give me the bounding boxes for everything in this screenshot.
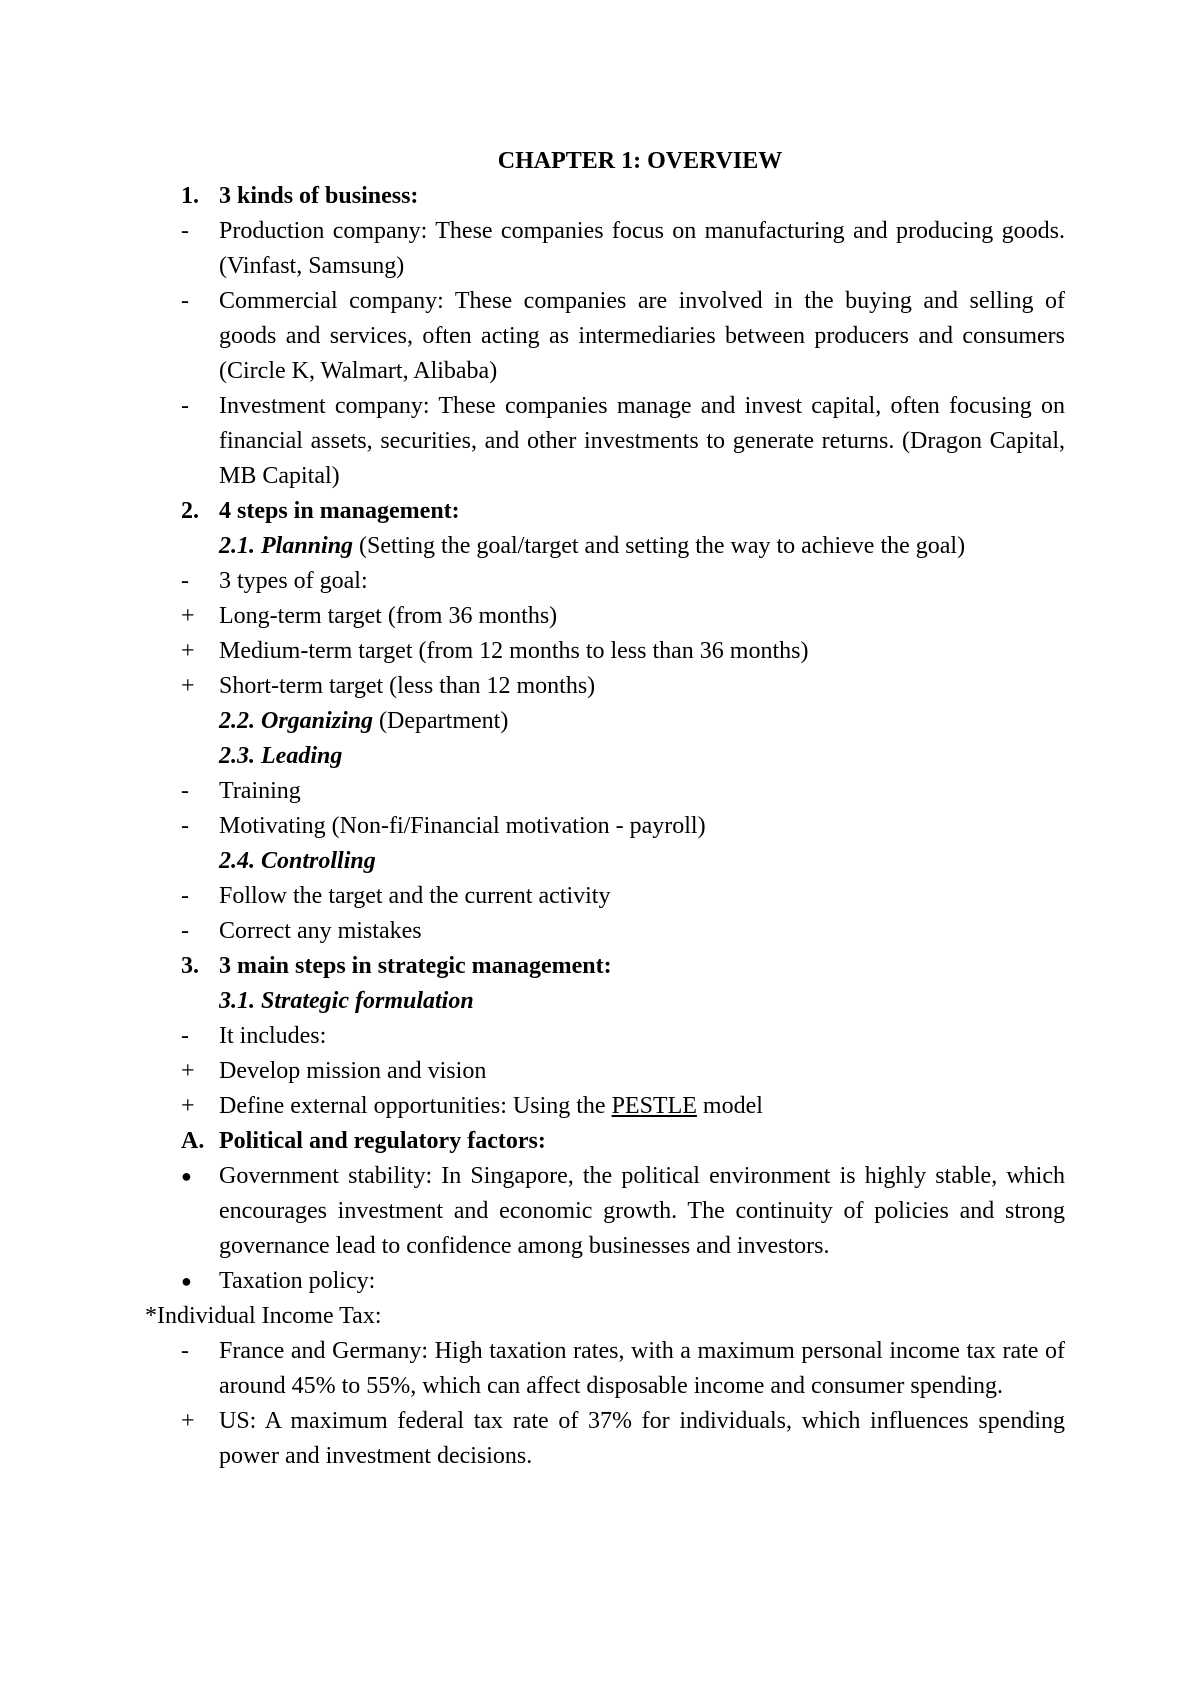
subsection-description: (Department) [373,708,509,734]
section-heading-text: 3 kinds of business: [219,183,419,209]
list-marker: - [181,393,189,419]
list-item [145,1334,1065,1404]
list-item [145,1019,1065,1054]
section-1-heading [145,179,1065,214]
list-item [145,389,1065,494]
list-marker: + [181,1093,195,1119]
list-item-text: Investment company: These companies manage and invest capital, often focusing on financial assets, securities, and other investments to generate returns. (Dragon Capital, MB Capital) [219,393,1065,489]
list-item [145,1089,1065,1124]
list-item-text: France and Germany: High taxation rates, with a maximum personal income tax rate of around 45% to 55%, which can affect disposable income and consumer spending. [219,1338,1065,1399]
list-marker: + [181,1408,195,1434]
list-item [145,669,1065,704]
list-marker: + [181,638,195,664]
list-item [145,809,1065,844]
list-item-text: US: A maximum federal tax rate of 37% for individuals, which influences spending power and investment decisions. [219,1408,1065,1469]
bullet-icon: ● [181,1271,192,1291]
subsection-2-1 [145,529,1065,564]
list-item-text: Commercial company: These companies are involved in the buying and selling of goods and services, often acting as intermediaries between producers and consumers (Circle K, Walmart, Alibaba) [219,288,1065,384]
section-a-heading [145,1124,1065,1159]
tax-heading: *Individual Income Tax: [145,1303,382,1329]
pestle-text-before: Define external opportunities: Using the [219,1093,612,1119]
list-marker: - [181,218,189,244]
list-item-text: 3 types of goal: [219,568,368,594]
list-item [145,599,1065,634]
list-item [145,634,1065,669]
list-item-text: Short-term target (less than 12 months) [219,673,596,699]
subsection-label: 2.4. Controlling [219,848,376,874]
list-item-text: Motivating (Non-fi/Financial motivation - payroll) [219,813,706,839]
list-marker: + [181,673,195,699]
subsection-2-2 [145,704,1065,739]
list-item-text: Medium-term target (from 12 months to less than 36 months) [219,638,809,664]
list-item-text: Follow the target and the current activity [219,883,611,909]
list-marker: + [181,603,195,629]
list-item [145,774,1065,809]
section-number: A. [181,1128,205,1154]
subsection-description: (Setting the goal/target and setting the way to achieve the goal) [353,533,966,559]
bullet-icon: ● [181,1166,192,1186]
list-item [145,284,1065,389]
section-number: 1. [181,183,199,209]
section-heading-text: Political and regulatory factors: [219,1128,546,1154]
list-item [145,214,1065,284]
list-item-text: Long-term target (from 36 months) [219,603,558,629]
list-item [145,879,1065,914]
subsection-label: 2.3. Leading [219,743,343,769]
chapter-title: CHAPTER 1: OVERVIEW [497,148,783,174]
section-2-heading [145,494,1065,529]
subsection-label: 2.2. Organizing [219,708,374,734]
list-item [145,564,1065,599]
list-item [145,1054,1065,1089]
subsection-3-1 [145,984,1065,1019]
list-marker: - [181,918,189,944]
pestle-link[interactable]: PESTLE [611,1093,697,1119]
list-item-text: Production company: These companies focus on manufacturing and producing goods. (Vinfast, Samsung) [219,218,1065,279]
list-item-text: Training [219,778,301,804]
list-marker: - [181,778,189,804]
bullet-item-text: Government stability: In Singapore, the political environment is highly stable, which encourages investment and economic growth. The continuity of policies and strong governance lead to confidence among businesses and investors. [219,1163,1065,1259]
subsection-2-4 [145,844,1065,879]
list-marker: - [181,1023,189,1049]
list-marker: - [181,568,189,594]
list-item-text: Develop mission and vision [219,1058,487,1084]
subsection-2-3 [145,739,1065,774]
pestle-text-after: model [696,1093,763,1119]
list-marker: - [181,288,189,314]
section-heading-text: 4 steps in management: [219,498,460,524]
section-heading-text: 3 main steps in strategic management: [219,953,612,979]
list-item [145,1404,1065,1474]
list-item [145,914,1065,949]
list-marker: + [181,1058,195,1084]
subsection-label: 2.1. Planning [219,533,354,559]
list-item-text [219,1089,1065,1124]
list-marker: - [181,813,189,839]
section-number: 3. [181,953,199,979]
bullet-item [145,1264,1065,1299]
section-number: 2. [181,498,199,524]
list-marker: - [181,883,189,909]
bullet-item-text: Taxation policy: [219,1268,376,1294]
subsection-label: 3.1. Strategic formulation [219,988,474,1014]
section-3-heading [145,949,1065,984]
document-body [145,144,1065,1474]
list-item-text: It includes: [219,1023,327,1049]
list-item-text: Correct any mistakes [219,918,422,944]
list-marker: - [181,1338,189,1364]
bullet-item [145,1159,1065,1264]
